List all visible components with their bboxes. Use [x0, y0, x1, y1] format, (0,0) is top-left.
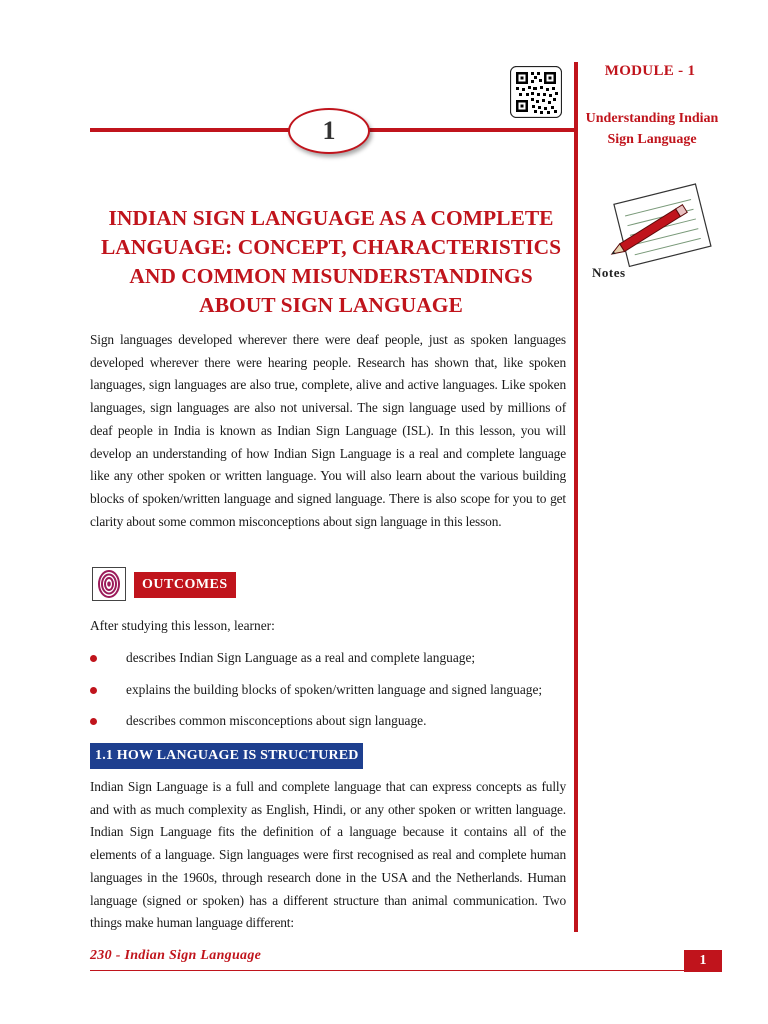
page-number: 1 — [684, 950, 722, 972]
module-subtitle-line2: Sign Language — [607, 132, 697, 147]
chapter-title-line: LANGUAGE: CONCEPT, CHARACTERISTICS — [100, 235, 562, 259]
footer-rule — [90, 970, 720, 971]
list-item-text: describes Indian Sign Language as a real and complete language; — [126, 650, 476, 665]
bullet-icon — [90, 718, 97, 725]
chapter-title-line: AND COMMON MISUNDERSTANDINGS — [129, 264, 533, 288]
chapter-number-badge: 1 — [288, 108, 370, 154]
intro-paragraph: Sign languages developed wherever there were deaf people, just as spoken languages developed wherever there were hearing people. Research has shown that, like spoken languages, sign languages are also true, complete, alive and active languages. Like spoken languages, sign languages are also not universal. The sign language used by millions of deaf people in India is known as Indian Sign Language (ISL). In this lesson, you will develop an understanding of how Indian Sign Language is a real and complete language like any other spoken or written language. You will also learn about the various building blocks of spoken/written language and signed language. There is also scope for you to get clarity about some common misconceptions about sign language in this lesson. — [90, 332, 566, 529]
bullet-icon — [90, 687, 97, 694]
qr-code-icon — [510, 66, 562, 118]
module-subtitle-line1: Understanding Indian — [585, 111, 719, 126]
bullet-icon — [90, 655, 97, 662]
section-paragraph: Indian Sign Language is a full and complete language that can express concepts as fully and with as much complexity as English, Hindi, or any other spoken or written language. Indian Sign Language fits the definition of a language because it contains all of the elements of a language. Sign languages were first recognised as real and complete human languages in the 1960s, through research done in the USA and the Netherlands. Human language (signed or spoken) has a different structure than animal communication. Two things make human language different: — [90, 779, 566, 931]
chapter-title-line: INDIAN SIGN LANGUAGE AS A COMPLETE — [108, 206, 554, 230]
chapter-title-line: ABOUT SIGN LANGUAGE — [199, 293, 463, 317]
list-item-text: explains the building blocks of spoken/written language and signed language; — [126, 682, 543, 697]
outcomes-heading: OUTCOMES — [134, 572, 236, 598]
footer-title: 230 - Indian Sign Language — [90, 948, 262, 963]
notepad-pencil-icon — [600, 182, 718, 274]
chapter-title — [90, 204, 572, 320]
section-heading: 1.1 HOW LANGUAGE IS STRUCTURED — [90, 743, 363, 769]
list-item-text: describes common misconceptions about sign language. — [126, 713, 427, 728]
module-label: MODULE - 1 — [604, 63, 696, 79]
sidebar-divider — [574, 62, 578, 932]
notes-label: Notes — [592, 265, 626, 280]
outcomes-lead: After studying this lesson, learner: — [90, 618, 275, 633]
module-subtitle — [582, 108, 722, 150]
target-rings-icon — [92, 567, 126, 601]
